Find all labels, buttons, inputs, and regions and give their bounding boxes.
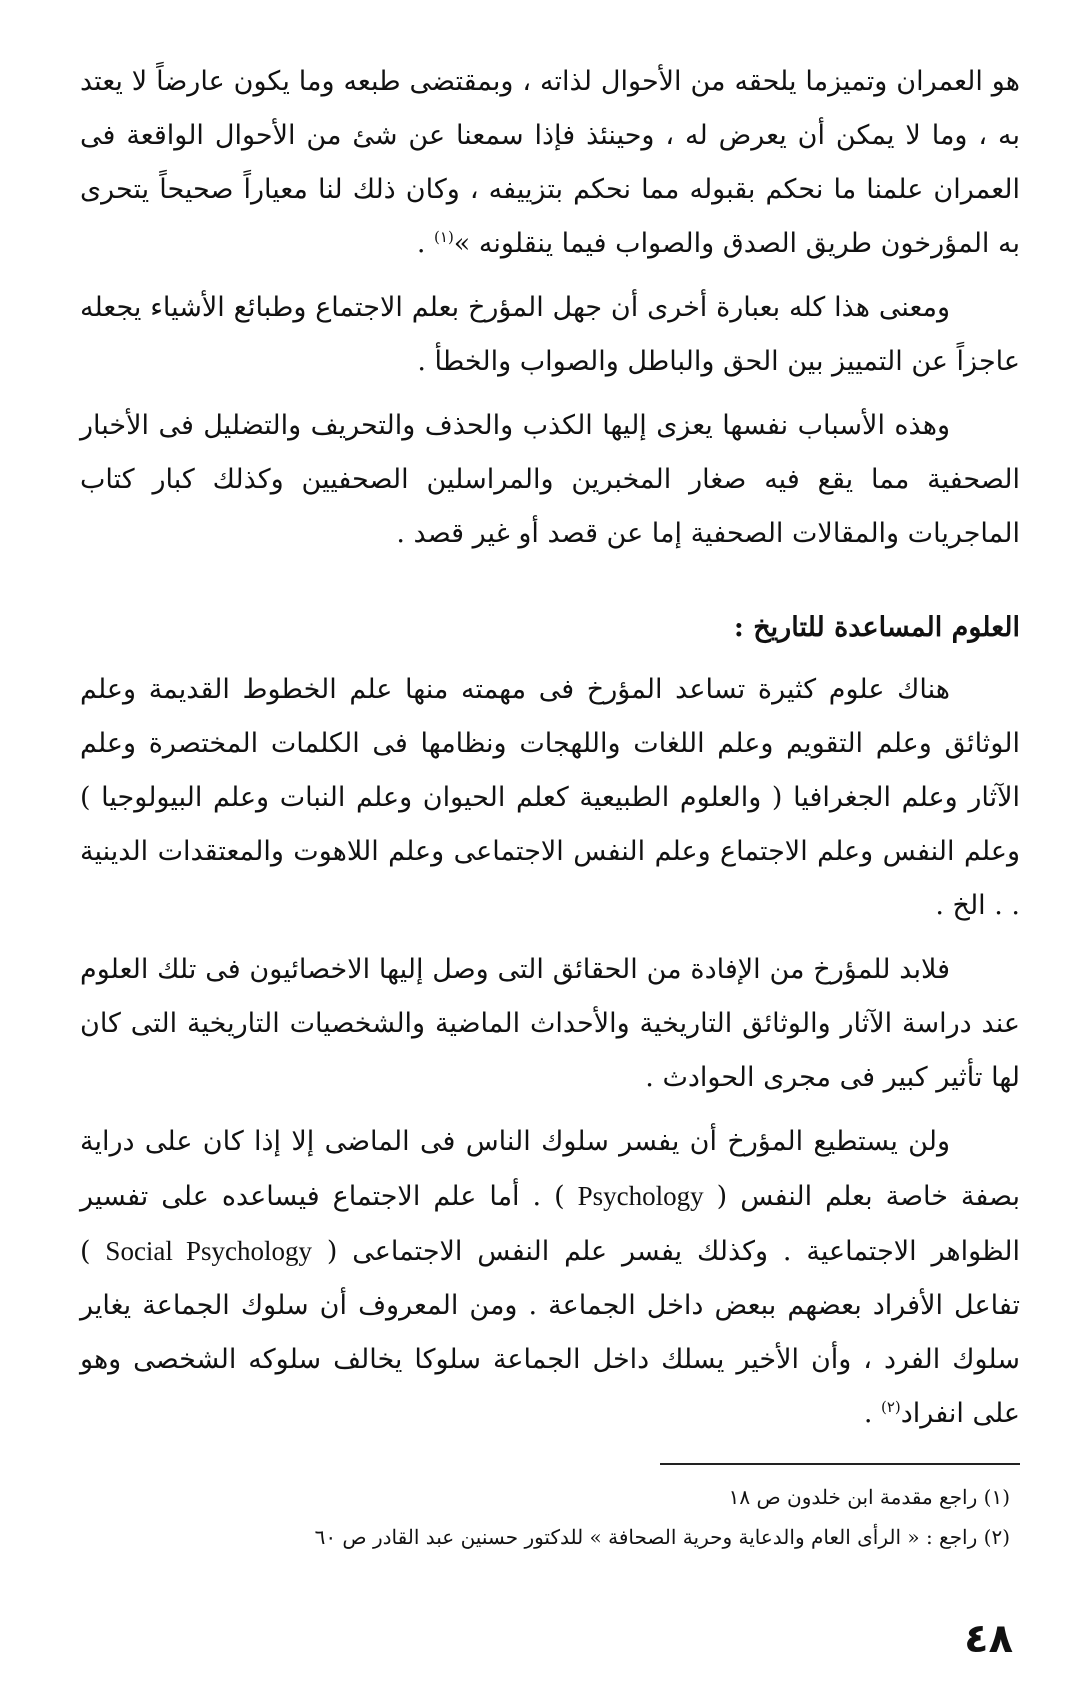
footnote-divider (660, 1463, 1020, 1465)
paragraph-text: ولن يستطيع المؤرخ أن يفسر سلوك الناس فى الماضى إلا إذا كان على دراية بصفة خاصة بعلم النفس ( (80, 1126, 1020, 1212)
latin-term-psychology: Psychology (577, 1181, 704, 1211)
paragraph-historian-sociology: ومعنى هذا كله بعبارة أخرى أن جهل المؤرخ بعلم الاجتماع وطبائع الأشياء يجعله عاجزاً عن التمييز بين الحق والباطل والصواب والخطأ . (80, 292, 1020, 377)
footnotes (80, 1477, 1020, 1557)
paragraph-specialists: فلابد للمؤرخ من الإفادة من الحقائق التى وصل إليها الاخصائيون فى تلك العلوم عند دراسة الآثار والوثائق التاريخية والأحداث الماضية والشخصيات التاريخية التى كان لها تأثير كبير فى مجرى الحوادث . (80, 954, 1020, 1093)
footnote-1: (١) راجع مقدمة ابن خلدون ص ١٨ (728, 1485, 1010, 1509)
paragraph-press-errors: وهذه الأسباب نفسها يعزى إليها الكذب والحذف والتحريف والتضليل فى الأخبار الصحفية مما يقع فيه صغار المخبرين والمراسلين الصحفيين وكذلك كبار كتاب الماجريات والمقالات الصحفية إما عن قصد أو غير قصد . (80, 410, 1020, 549)
footnote-reference-1: (١) (434, 228, 454, 246)
section-heading: العلوم المساعدة للتاريخ : (733, 612, 1020, 643)
footnote-reference-2: (٢) (880, 1398, 901, 1416)
page-number: ٤٨ (964, 1616, 1013, 1662)
footnote-2: (٢) راجع : « الرأى العام والدعاية وحرية الصحافة » للدكتور حسنين عبد القادر ص ٦٠ (314, 1525, 1010, 1549)
document-page (80, 55, 1020, 1557)
paragraph-auxiliary-sciences: هناك علوم كثيرة تساعد المؤرخ فى مهمته منها علم الخطوط القديمة وعلم الوثائق وعلم التقويم وعلم اللغات واللهجات ونظامها فى الكلمات المختصرة وعلم الآثار وعلم الجغرافيا ( والعلوم الطبيعية كعلم الحيوان وعلم النبات وعلم البيولوجيا ) وعلم النفس وعلم الاجتماع وعلم النفس الاجتماعى وعلم اللاهوت والمعتقدات الدينية . . الخ . (80, 674, 1020, 921)
paragraph-text-end: . (863, 1398, 881, 1429)
latin-term-social-psychology: Social Psychology (105, 1236, 312, 1266)
paragraph-text-end: . (416, 228, 435, 259)
paragraph-text: ) تفاعل الأفراد بعضهم ببعض داخل الجماعة . ومن المعروف أن سلوك الجماعة يغاير سلوك الفرد ، وأن الأخير يسلك داخل الجماعة سلوكا يخالف سلوكه الشخصى وهو على انفراد (80, 1236, 1020, 1429)
paragraph-text: هو العمران وتميزما يلحقه من الأحوال لذاته ، وبمقتضى طبعه وما يكون عارضاً لا يعتد به ، وما لا يمكن أن يعرض له ، وحينئذ فإذا سمعنا عن شئ من الأحوال الواقعة فى العمران علمنا ما نحكم بقبوله مما نحكم بتزييفه ، وكان ذلك لنا معياراً صحيحاً يتحرى به المؤرخون طريق الصدق والصواب فيما ينقلونه » (80, 66, 1020, 259)
paragraph-psychology (80, 1115, 1020, 1441)
paragraph-text: ) . أما علم الاجتماع فيساعده على تفسير الظواهر الاجتماعية . وكذلك يفسر علم النفس الاجتماعى ( (80, 1181, 1020, 1267)
paragraph-ibn-khaldun-quote (80, 55, 1020, 271)
